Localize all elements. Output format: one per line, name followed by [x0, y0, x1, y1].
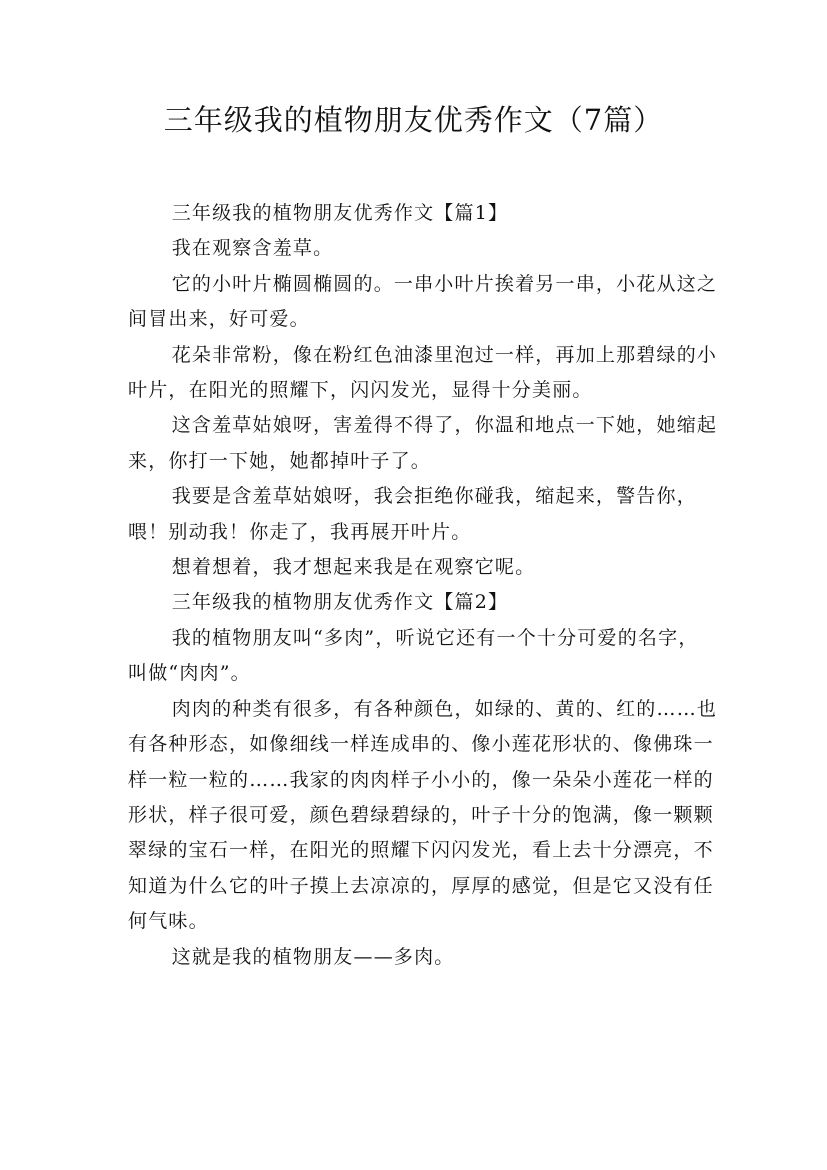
paragraph: 它的小叶片椭圆椭圆的。一串小叶片挨着另一串，小花从这之间冒出来，好可爱。: [128, 272, 718, 331]
paragraph: 肉肉的种类有很多，有各种颜色，如绿的、黄的、红的……也有各种形态，如像细线一样连成串的、像小莲花形状的、像佛珠一样一粒一粒的……我家的肉肉样子小小的，像一朵朵小莲花一样的形状，样子很可爱，颜色碧绿碧绿的，叶子十分的饱满，像一颗颗翠绿的宝石一样，在阳光的照耀下闪闪发光，看上去十分漂亮，不知道为什么它的叶子摸上去凉凉的，厚厚的感觉，但是它又没有任何气味。: [128, 697, 718, 933]
paragraph: 这含羞草姑娘呀，害羞得不得了，你温和地点一下她，她缩起来，你打一下她，她都掉叶子了。: [128, 414, 718, 472]
section-heading-1: 三年级我的植物朋友优秀作文【篇1】: [171, 202, 509, 224]
paragraph: 这就是我的植物朋友——多肉。: [171, 945, 455, 968]
paragraph: 我要是含羞草姑娘呀，我会拒绝你碰我，缩起来，警告你，喂！别动我！你走了，我再展开叶片。: [128, 485, 697, 543]
paragraph: 花朵非常粉，像在粉红色油漆里泡过一样，再加上那碧绿的小叶片，在阳光的照耀下，闪闪发光，显得十分美丽。: [128, 343, 718, 402]
paragraph: 想着想着，我才想起来我是在观察它呢。: [171, 556, 536, 579]
document-title: 三年级我的植物朋友优秀作文（7篇）: [163, 103, 664, 137]
paragraph: 我的植物朋友叫“多肉”，听说它还有一个十分可爱的名字，叫做“肉肉”。: [128, 626, 699, 685]
section-heading-2: 三年级我的植物朋友优秀作文【篇2】: [171, 591, 509, 614]
paragraph: 我在观察含羞草。: [171, 237, 334, 260]
document-body: [128, 196, 718, 975]
